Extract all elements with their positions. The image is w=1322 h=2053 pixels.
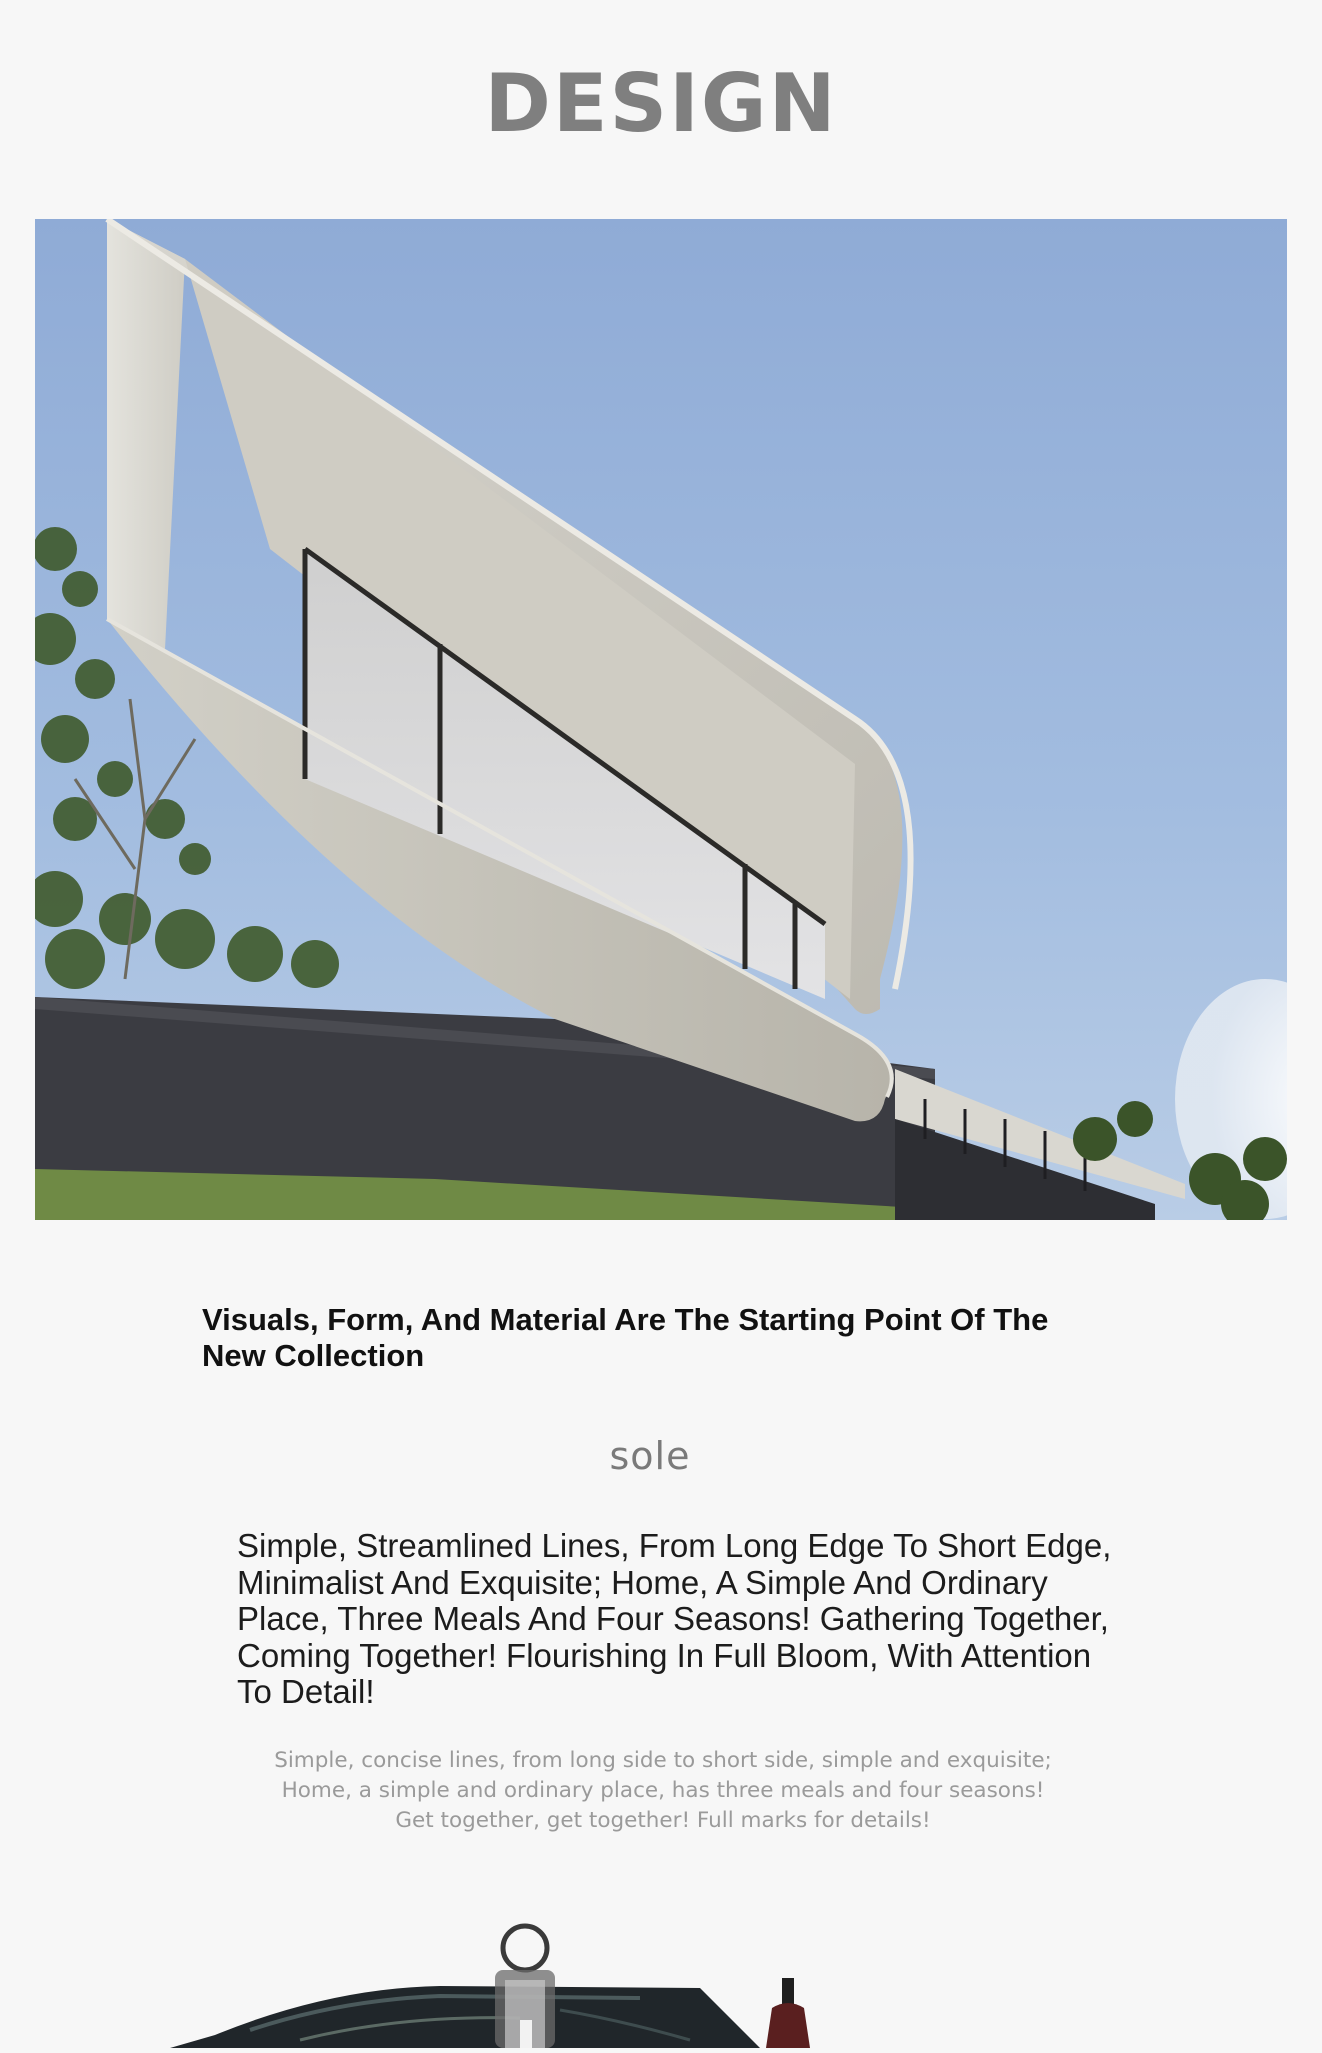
product-image — [0, 1920, 1322, 2048]
sole-label: sole — [609, 1434, 691, 1478]
lead-paragraph: Simple, Streamlined Lines, From Long Edge To Short Edge, Minimalist And Exquisite; Home, A Simple And Ordinary Place, Three Meals And Four Seasons! Gathering Together, Coming Together! Flourishing In Full Bloom, With Attention To Detail! — [237, 1527, 1112, 1710]
hero-image — [35, 219, 1287, 1220]
caption-paragraph — [240, 1746, 1086, 1836]
collection-headline: Visuals, Form, And Material Are The Starting Point Of The New Collection — [202, 1302, 1049, 1373]
caption-line: Get together, get together! Full marks for details! — [395, 1808, 931, 1833]
caption-line: Simple, concise lines, from long side to short side, simple and exquisite; — [274, 1748, 1052, 1773]
brand-title: DESIGN — [484, 57, 838, 150]
caption-line: Home, a simple and ordinary place, has three meals and four seasons! — [281, 1778, 1045, 1803]
